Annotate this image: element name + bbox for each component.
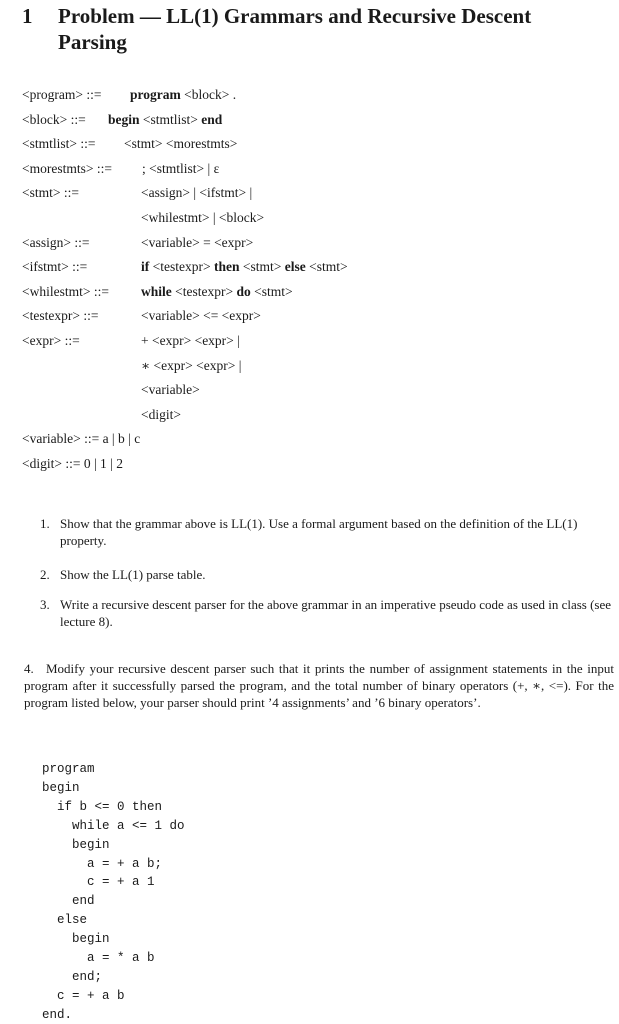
grammar-symbol: <testexpr> [171, 283, 237, 299]
grammar-rhs [142, 161, 219, 177]
grammar-lhs: <digit> ::= 0 | 1 | 2 [22, 456, 123, 471]
grammar-keyword: begin [108, 111, 140, 127]
code-line: begin [42, 837, 110, 852]
question-number: 4. [24, 661, 34, 676]
question-number: 3. [40, 597, 50, 612]
grammar-lhs: <expr> ::= [22, 333, 80, 348]
question-item [40, 566, 612, 583]
grammar-symbol: <block> . [180, 87, 237, 102]
grammar-symbol: <variable> [141, 382, 200, 398]
code-line: while a <= 1 do [42, 818, 185, 833]
grammar-keyword: program [130, 87, 181, 102]
grammar-rhs [141, 284, 293, 300]
grammar-symbol: <assign> | <ifstmt> | [141, 185, 253, 201]
code-line: end [42, 894, 95, 909]
question-text: Modify your recursive descent parser such that it prints the number of assignment statements in the input program after it successfully parsed the program, and the total number of binary operators (+, ∗, <=). For the program listed below, your parser should print ’4 assignments’ and ’6 binary operators’. [24, 661, 614, 710]
grammar-symbol: <whilestmt> | <block> [141, 210, 265, 225]
question-4 [24, 660, 614, 711]
grammar-keyword: else [284, 259, 306, 275]
question-item [40, 515, 612, 549]
grammar-symbol: <stmt> <morestmts> [124, 136, 238, 152]
grammar-rhs [124, 136, 237, 152]
grammar-lhs: <variable> ::= a | b | c [22, 431, 141, 447]
grammar-symbol: <stmt> [305, 259, 348, 275]
code-line: else [42, 913, 88, 928]
grammar-keyword: then [213, 259, 240, 275]
section-number: 1 [22, 4, 33, 28]
code-line: a = + a b; [42, 856, 163, 871]
grammar-lhs: <testexpr> ::= [22, 308, 99, 324]
question-item [40, 596, 612, 630]
grammar-symbol: <stmt> [239, 259, 285, 275]
section-title-continued: Parsing [58, 30, 127, 54]
code-line: c = + a b [42, 988, 125, 1003]
grammar-lhs: <stmt> ::= [22, 185, 79, 201]
grammar-lhs: <program> ::= [22, 87, 102, 102]
grammar-lhs: <stmtlist> ::= [22, 136, 96, 152]
grammar-symbol: + <expr> <expr> | [141, 333, 240, 348]
grammar-keyword: if [141, 259, 150, 275]
question-number: 1. [40, 516, 50, 531]
grammar-keyword: do [236, 283, 251, 299]
grammar-symbol: <stmt> [250, 283, 293, 299]
grammar-rhs [141, 259, 348, 275]
code-line: a = * a b [42, 951, 155, 965]
grammar-rhs [108, 112, 222, 128]
grammar-rhs [141, 185, 252, 201]
grammar-rhs [141, 235, 253, 251]
grammar-rhs [141, 358, 241, 374]
grammar-lhs: <block> ::= [22, 111, 86, 127]
code-line: end. [42, 1007, 73, 1022]
grammar-symbol: <digit> [141, 406, 181, 422]
grammar-lhs: <assign> ::= [22, 234, 90, 250]
grammar-symbol: <variable> = <expr> [141, 234, 254, 250]
grammar-lhs: <ifstmt> ::= [22, 259, 88, 275]
grammar-rhs [141, 308, 261, 324]
question-text: Show that the grammar above is LL(1). Use a formal argument based on the definition of the LL(1) property. [60, 516, 578, 548]
grammar-symbol: ∗ <expr> <expr> | [141, 357, 242, 373]
grammar-symbol: ; <stmtlist> | ε [142, 160, 220, 176]
question-number: 2. [40, 567, 50, 582]
grammar-lhs: <whilestmt> ::= [22, 283, 109, 299]
question-text: Write a recursive descent parser for the above grammar in an imperative pseudo code as used in class (see lecture 8). [60, 597, 612, 629]
code-line: begin [42, 932, 110, 947]
grammar-keyword: end [201, 111, 223, 127]
code-line: end; [42, 969, 103, 984]
grammar-symbol: <testexpr> [149, 259, 214, 275]
grammar-rhs [141, 407, 181, 423]
grammar-symbol: <variable> <= <expr> [141, 308, 261, 324]
code-line: begin [42, 780, 80, 795]
code-line: if b <= 0 then [42, 799, 163, 814]
grammar-symbol: <stmtlist> [139, 111, 202, 127]
code-line: program [42, 762, 95, 776]
question-text: Show the LL(1) parse table. [60, 567, 206, 582]
grammar-rhs [141, 210, 264, 226]
grammar-rhs [130, 87, 236, 103]
grammar-lhs: <morestmts> ::= [22, 160, 112, 176]
grammar-rhs [141, 333, 240, 349]
section-title: Problem — LL(1) Grammars and Recursive Descent [58, 4, 532, 28]
code-line: c = + a 1 [42, 875, 155, 890]
grammar-rhs [141, 382, 200, 398]
grammar-keyword: while [141, 283, 172, 299]
